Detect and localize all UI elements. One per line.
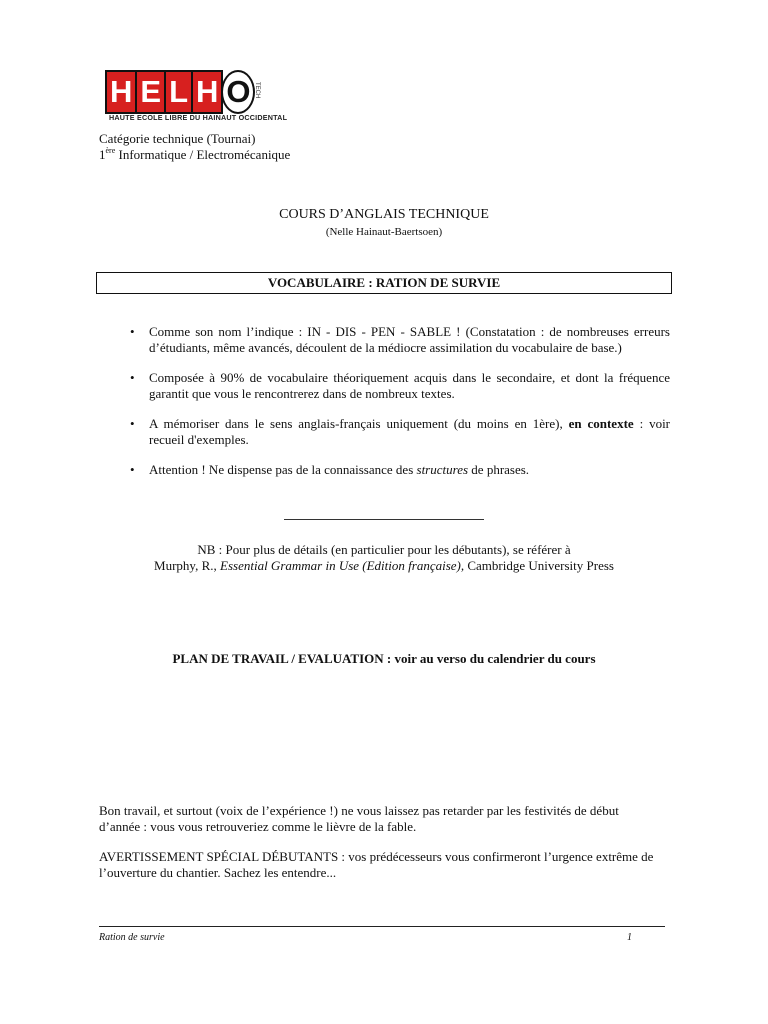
reference-line [0, 558, 768, 574]
closing-text: d’année : vous vous retrouveriez comme le lièvre de la fable. [99, 819, 417, 834]
page-number: 1 [627, 932, 632, 943]
nb-note: NB : Pour plus de détails (en particulier pour les débutants), se référer à [197, 542, 571, 557]
warning-text: l’ouverture du chantier. Sachez les entendre... [99, 865, 337, 880]
bullet-bold: en contexte [568, 416, 634, 431]
bullet-text: A mémoriser dans le sens anglais-français uniquement (du moins en 1ère), [149, 416, 569, 431]
logo-letter: H [105, 70, 137, 114]
logo-letters [105, 70, 253, 110]
logo-letter: H [191, 70, 223, 114]
separator-line [284, 519, 484, 520]
list-item: • Composée à 90% de vocabulaire théoriquement acquis dans le secondaire, et dont la fréquence garantit que vous le rencontrerez dans de nombreux textes. [130, 370, 670, 416]
bullet-list [130, 324, 670, 478]
bullet-text: Attention ! Ne dispense pas de la connaissance des [149, 462, 417, 477]
reference-title: Essential Grammar in Use (Edition française), [220, 558, 465, 573]
reference-publisher: Cambridge University Press [464, 558, 614, 573]
list-item [130, 416, 670, 462]
course-title: COURS D’ANGLAIS TECHNIQUE [279, 207, 489, 222]
bullet-text: de phrases. [468, 462, 530, 477]
logo-letter: L [164, 70, 193, 114]
year-number: 1 [99, 147, 106, 162]
footer-rule [99, 926, 665, 927]
footer-title: Ration de survie [99, 932, 165, 943]
logo-subtitle: HAUTE ECOLE LIBRE DU HAINAUT OCCIDENTAL [109, 113, 288, 122]
section-title: VOCABULAIRE : RATION DE SURVIE [96, 272, 672, 294]
list-item: • Comme son nom l’indique : IN - DIS - PEN - SABLE ! (Constatation : de nombreuses erreurs d’étudiants, même avancés, découlent de la médiocre assimilation du vocabulaire de base.) [130, 324, 670, 370]
reference-author: Murphy, R., [154, 558, 221, 573]
year-suffix: ère [105, 146, 116, 155]
bullet-text: : voir recueil d'exemples. [149, 416, 671, 447]
program-line [99, 147, 290, 163]
list-item [130, 462, 670, 478]
plan-heading: PLAN DE TRAVAIL / EVALUATION : voir au verso du calendrier du cours [172, 651, 596, 666]
category-line: Catégorie technique (Tournai) [99, 131, 256, 146]
logo-letter: E [135, 70, 166, 114]
closing-text: Bon travail, et surtout (voix de l’expérience !) ne vous laissez pas retarder par les festivités de début [99, 803, 619, 818]
logo-letter: O [221, 70, 255, 114]
helho-logo [105, 70, 288, 130]
program-name: Informatique / Electromécanique [115, 147, 291, 162]
course-teacher: (Nelle Hainaut-Baertsoen) [325, 226, 443, 238]
warning-text: AVERTISSEMENT SPÉCIAL DÉBUTANTS : vos prédécesseurs vous confirmeront l’urgence extrême de [99, 849, 654, 864]
logo-side-text: TECH [254, 82, 260, 99]
bullet-italic: structures [416, 462, 469, 477]
